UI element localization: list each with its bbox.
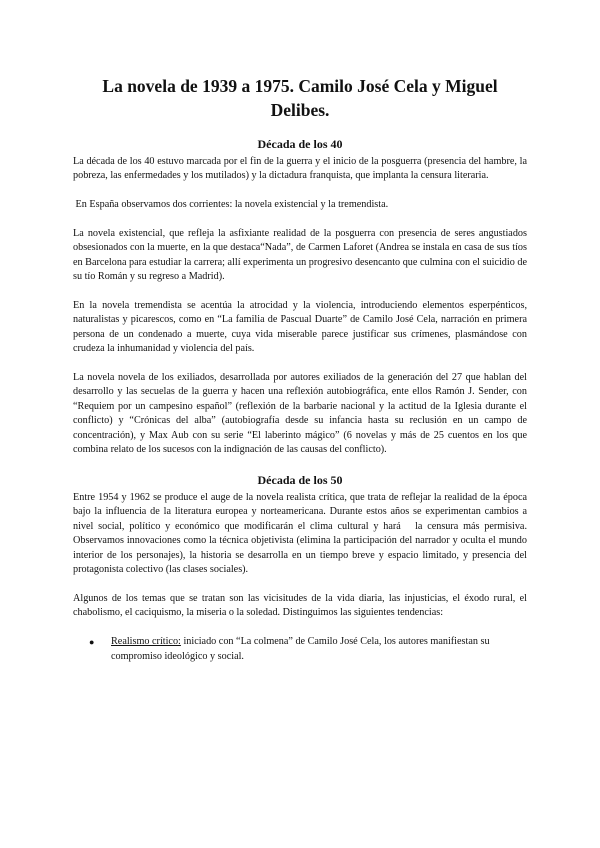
- document-title: La novela de 1939 a 1975. Camilo José Cela y Miguel Delibes.: [102, 76, 498, 120]
- paragraph: Algunos de los temas que se tratan son las vicisitudes de la vida diaria, las injusticias, el éxodo rural, el chabolismo, el caciquismo, la miseria o la soledad. Distinguimos las siguientes tendencias:: [73, 592, 527, 619]
- paragraph: Entre 1954 y 1962 se produce el auge de la novela realista crítica, que trata de reflejar la realidad de la época bajo la influencia de la literatura europea y norteamericana. Durante estos años se experimentan cambios a nivel social, político y económico que modificarán el clima cultural y hará la censura más permisiva. Observamos innovaciones como la técnica objetivista (elimina la participación del narrador y oculta el mundo interior de los personajes), la historia se desarrolla en un tiempo breve y espacio limitado, y presencia del protagonista colectivo (las clases sociales).: [73, 491, 530, 575]
- section-heading: Década de los 50: [257, 472, 343, 487]
- bullet-marker: ●: [89, 637, 95, 648]
- list-item: [73, 635, 527, 664]
- paragraph: En la novela tremendista se acentúa la atrocidad y la violencia, introduciendo elementos esperpénticos, naturalistas y picarescos, como en “La familia de Pascual Duarte” de Camilo José Cela, narración en primera persona de un condenado a muerte, cuya vida miserable parece justificar sus crímenes, plasmándose con crudeza la inhumanidad y violencia del país.: [73, 299, 527, 355]
- paragraph: La novela existencial, que refleja la asfixiante realidad de la posguerra con presencia de seres angustiados obsesionados con la muerte, en la que destaca“Nada”, de Carmen Laforet (Andrea se instala en casa de sus tíos en Barcelona para estudiar la carrera; allí experimenta un progresivo desencanto que culmina con el suicidio de su tío Román y su regreso a Madrid).: [73, 227, 527, 282]
- bullet-list: [73, 635, 527, 664]
- paragraph: La novela novela de los exiliados, desarrollada por autores exiliados de la generación del 27 que hablan del desarrollo y las secuelas de la guerra y hacen una reflexión autobiográfica, ente ellos Ramón J. Sender, con “Requiem por un campesino español” (reflexión de la barbarie nacional y la actitud de la Iglesia durante el conflicto) y “Crónicas del alba” (autobiografía desde su infancia hasta su reclusión en un campo de concentración), y Max Aub con su serie “El laberinto mágico” (6 novelas y más de 25 cuentos en los que combina relato de los sucesos con la indignación de las causas del conflicto).: [73, 371, 527, 455]
- section-heading: Década de los 40: [257, 137, 343, 151]
- bullet-term: Realismo crítico:: [111, 636, 181, 648]
- paragraph: En España observamos dos corrientes: la novela existencial y la tremendista.: [73, 198, 389, 210]
- bullet-text: iniciado con “La colmena” de Camilo José Cela, los autores manifiestan su compromiso ideológico y social.: [111, 636, 493, 662]
- paragraph: La década de los 40 estuvo marcada por el fin de la guerra y el inicio de la posguerra (presencia del hambre, la pobreza, las enfermedades y los mutilados) y la dictadura franquista, que implanta la censura literaria.: [73, 156, 527, 182]
- section-decada-40: [73, 136, 527, 457]
- section-decada-50: [73, 472, 530, 664]
